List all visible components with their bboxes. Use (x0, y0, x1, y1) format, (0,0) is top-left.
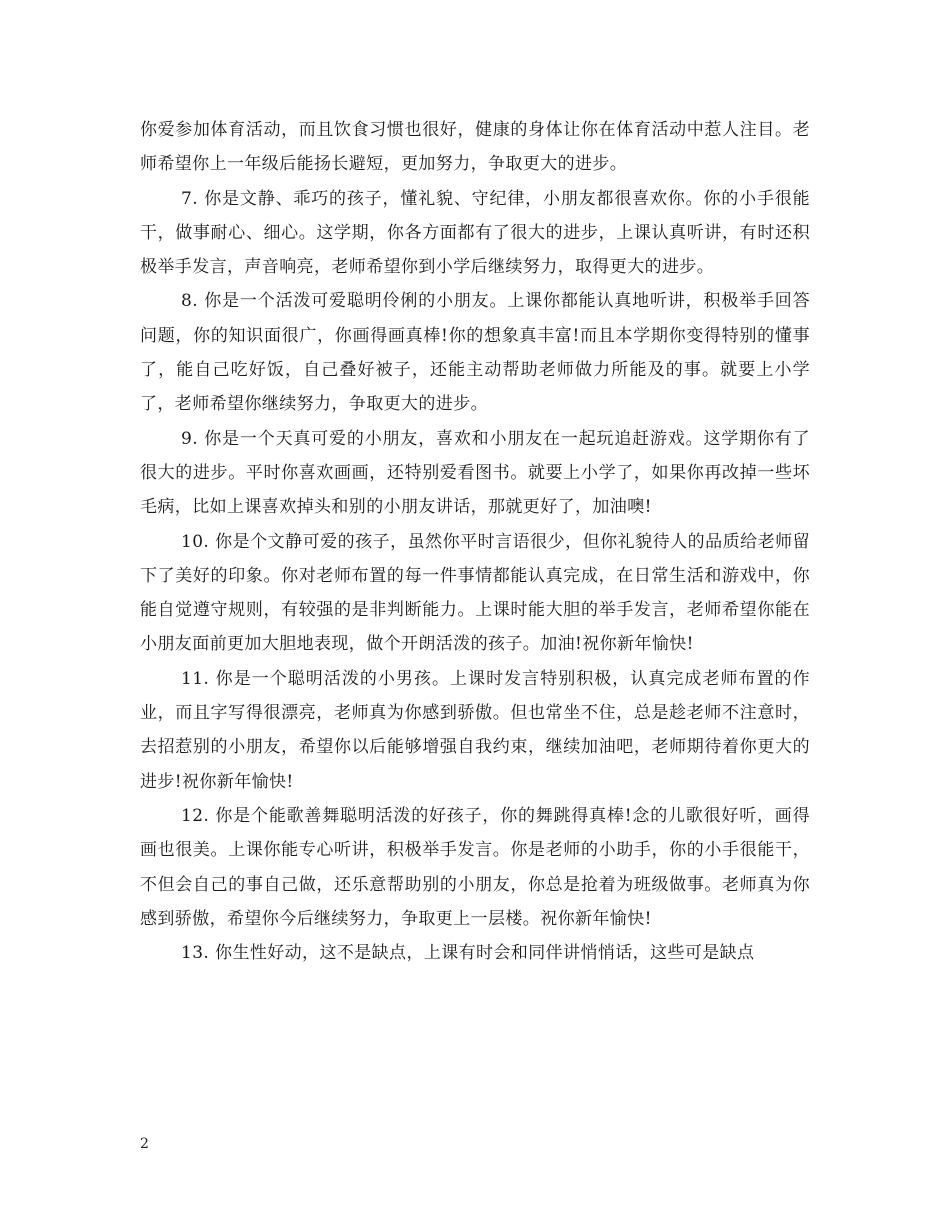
paragraph-item-8: 8. 你是一个活泼可爱聪明伶俐的小朋友。上课你都能认真地听讲，积极举手回答问题，你的知识面很广，你画得画真棒!你的想象真丰富!而且本学期你变得特别的懂事了，能自己吃好饭，自己叠好被子，还能主动帮助老师做力所能及的事。就要上小学了，老师希望你继续努力，争取更大的进步。 (140, 291, 810, 415)
paragraph-item-12: 12. 你是个能歌善舞聪明活泼的好孩子，你的舞跳得真棒!念的儿歌很好听，画得画也很美。上课你能专心听讲，积极举手发言。你是老师的小助手，你的小手很能干，不但会自己的事自己做，还乐意帮助别的小朋友，你总是抢着为班级做事。老师真为你感到骄傲，希望你今后继续努力，争取更上一层楼。祝你新年愉快! (140, 805, 810, 929)
paragraph-item-13: 13. 你生性好动，这不是缺点，上课有时会和同伴讲悄悄话，这些可是缺点 (181, 943, 755, 964)
page-number: 2 (140, 1136, 149, 1152)
page-body (140, 113, 810, 970)
paragraph-item-7: 7. 你是文静、乖巧的孩子，懂礼貌、守纪律，小朋友都很喜欢你。你的小手很能干，做事耐心、细心。这学期，你各方面都有了很大的进步，上课认真听讲，有时还积极举手发言，声音响亮，老师希望你到小学后继续努力，取得更大的进步。 (140, 188, 810, 278)
paragraph-item-11: 11. 你是一个聪明活泼的小男孩。上课时发言特别积极，认真完成老师布置的作业，而且字写得很漂亮，老师真为你感到骄傲。但也常坐不住，总是趁老师不注意时，去招惹别的小朋友，希望你以后能够增强自我约束，继续加油吧，老师期待着你更大的进步!祝你新年愉快! (140, 668, 810, 792)
paragraph-continued: 你爱参加体育活动，而且饮食习惯也很好，健康的身体让你在体育活动中惹人注目。老师希望你上一年级后能扬长避短，更加努力，争取更大的进步。 (140, 120, 810, 175)
paragraph-item-9: 9. 你是一个天真可爱的小朋友，喜欢和小朋友在一起玩追赶游戏。这学期你有了很大的进步。平时你喜欢画画，还特别爱看图书。就要上小学了，如果你再改掉一些坏毛病，比如上课喜欢掉头和别的小朋友讲话，那就更好了，加油噢! (140, 428, 810, 518)
paragraph-item-10: 10. 你是个文静可爱的孩子，虽然你平时言语很少，但你礼貌待人的品质给老师留下了美好的印象。你对老师布置的每一件事情都能认真完成，在日常生活和游戏中，你能自觉遵守规则，有较强的是非判断能力。上课时能大胆的举手发言，老师希望你能在小朋友面前更加大胆地表现，做个开朗活泼的孩子。加油!祝你新年愉快! (140, 531, 810, 655)
